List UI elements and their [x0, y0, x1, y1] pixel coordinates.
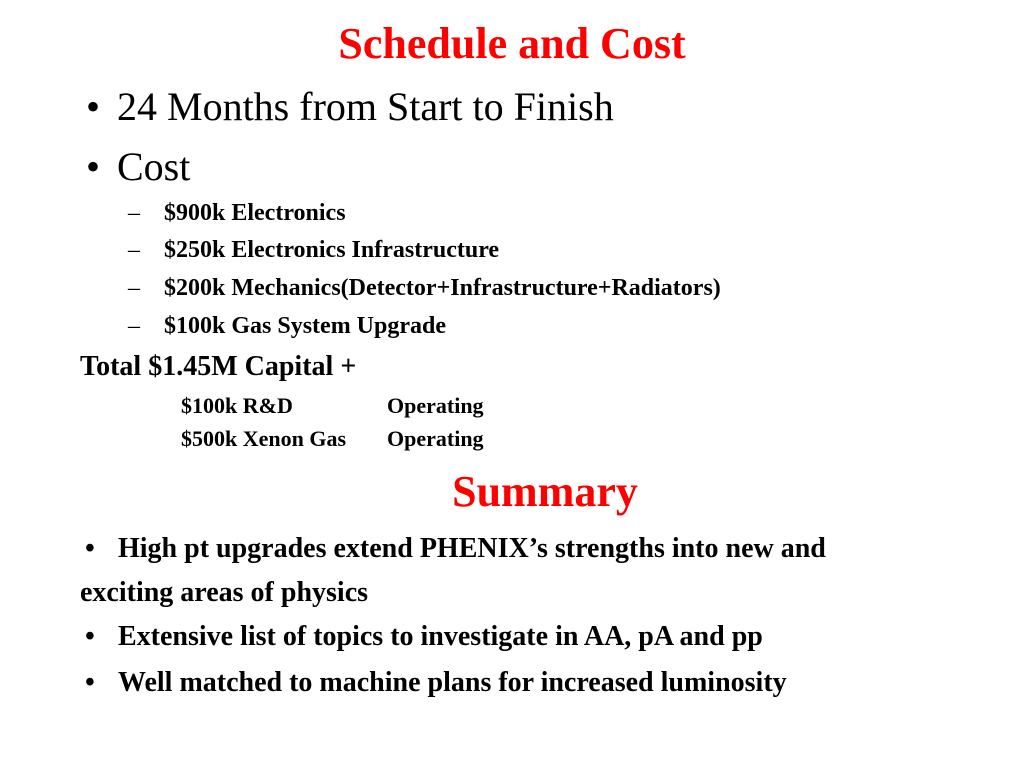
- bullet-text: Cost: [117, 144, 191, 189]
- dash-marker: –: [128, 200, 140, 226]
- summary-continuation: exciting areas of physics: [80, 577, 369, 608]
- dash-marker: –: [128, 313, 140, 339]
- total-capital: Total $1.45M Capital +: [80, 351, 357, 382]
- bullet-marker: •: [85, 667, 95, 698]
- bullet-text: 24 Months from Start to Finish: [117, 84, 614, 129]
- summary-text: Well matched to machine plans for increased luminosity: [118, 667, 787, 698]
- cost-item-text: $200k Mechanics(Detector+Infrastructure+Radiators): [164, 275, 721, 301]
- summary-title: Summary: [452, 467, 638, 516]
- cost-item-text: $100k Gas System Upgrade: [164, 313, 447, 339]
- summary-text: High pt upgrades extend PHENIX’s strengths into new and: [118, 533, 826, 564]
- dash-marker: –: [128, 237, 140, 263]
- bullet-marker: •: [86, 144, 101, 189]
- summary-text: Extensive list of topics to investigate in AA, pA and pp: [118, 621, 763, 652]
- cost-item-text: $900k Electronics: [164, 200, 346, 226]
- cost-item-text: $250k Electronics Infrastructure: [164, 237, 500, 263]
- dash-marker: –: [128, 275, 140, 301]
- operating-item: $100k R&D: [181, 393, 293, 418]
- bullet-marker: •: [86, 84, 101, 129]
- operating-kind: Operating: [387, 393, 484, 418]
- bullet-marker: •: [85, 621, 95, 652]
- operating-item: $500k Xenon Gas: [181, 426, 347, 451]
- slide-title: Schedule and Cost: [338, 19, 686, 68]
- operating-kind: Operating: [387, 426, 484, 451]
- bullet-marker: •: [85, 533, 95, 564]
